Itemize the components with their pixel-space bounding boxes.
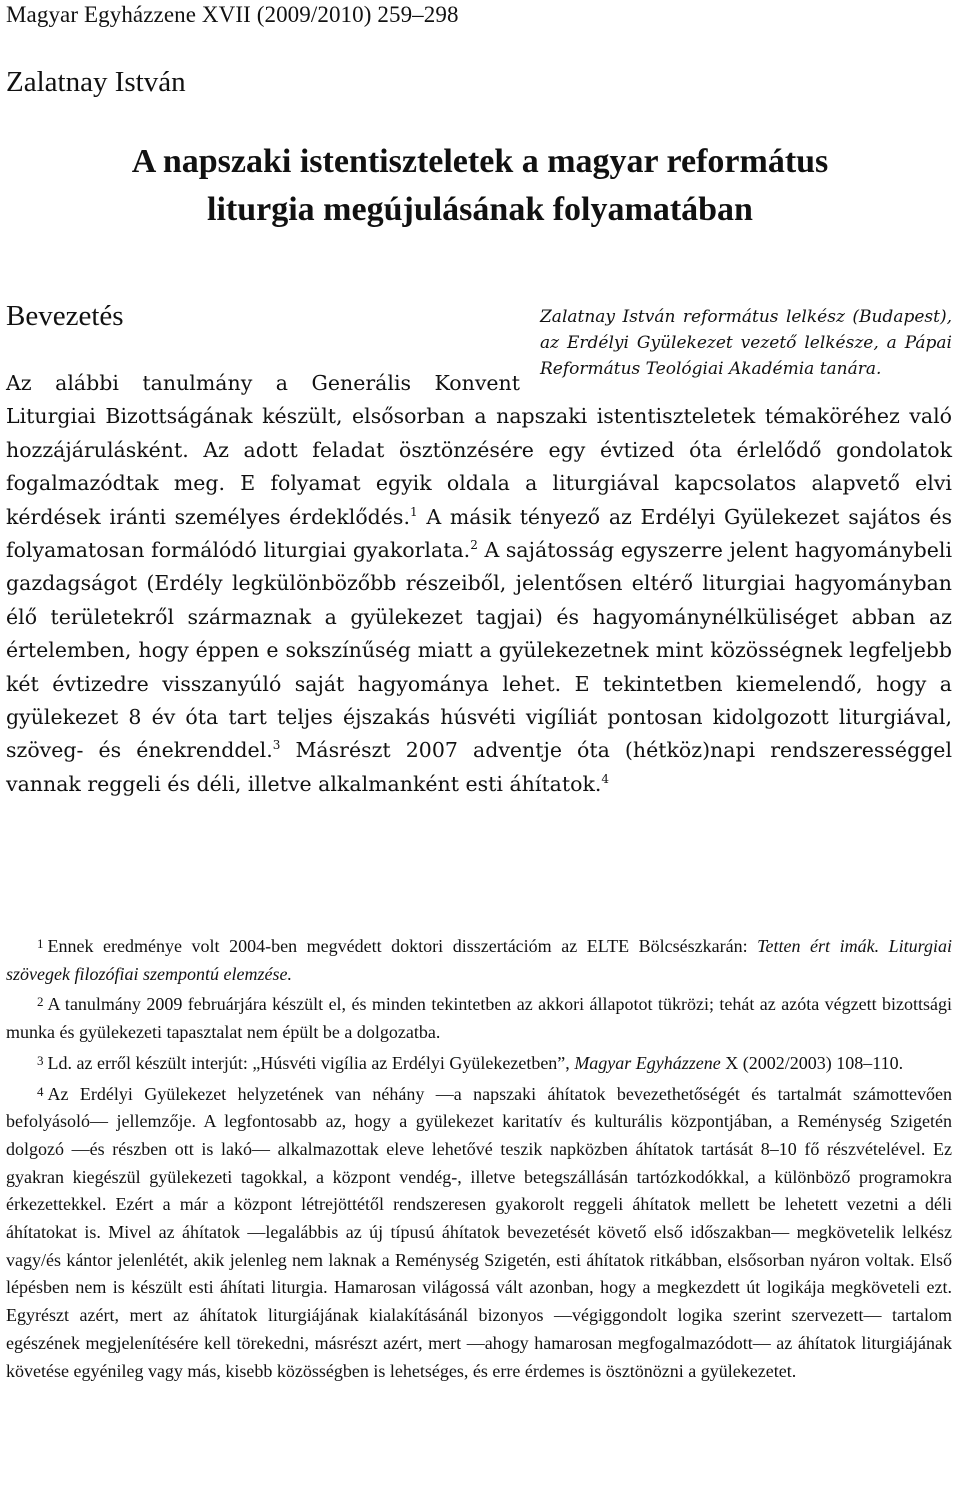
footnote-ref-2: 2 bbox=[470, 538, 478, 553]
footnote-text: Az Erdélyi Gyülekezet helyzetének van néhány —a napszaki áhítatok bevezethetőségét és tartalmát számottevően befolyásoló— jellemzője. A legfontosabb az, hogy a gyülekezet karitatív és kulturális központjában, a Reménység Szigetén dolgozó —és részben ott is lakó— alkalmazottak eleve lehetővé teszik napközben áhítatok tartását 8–10 fő részvételével. Ez gyakran kiegészül gyülekezeti tagokkal, a központ vendég-, illetve betegszállásán tartózkodókkal, a különböző programokra érkezettekkel. Ezért a már a központ létrejöttétől rendszeresen gyakorolt reggeli áhítatok mellett be lehetett vezetni a déli áhítatokat is. Mivel az áhítatok —legalábbis az új típusú áhítatok bevezetését követő első időszakban— megkövetelik lelkész vagy/és kántor jelenlétét, akik jelenleg nem laknak a Reménység Szigetén, esti áhítatok ritkábban, elsősorban nyáron voltak. Első lépésben nem is készült esti áhítati liturgia. Hamarosan világossá vált azonban, hogy a megkezdett út logikája megköveteli ezt. Egyrészt azért, mert az áhítatok liturgiájának kialakításánál bizonyos —végiggondolt logika szerint szervezett— tartalom egészének megjelenítésére kell törekedni, másrészt azért, mert —ahogy hamarosan megfogalmazódott— az áhítatok liturgiájának követése egyénileg vagy más, kisebb közösségben is lehetséges, és erre érdemes is ösztönözni a gyülekezetet. bbox=[6, 1083, 952, 1381]
body-paragraph bbox=[6, 400, 952, 801]
journal-header: Magyar Egyházzene XVII (2009/2010) 259–298 bbox=[6, 2, 459, 27]
footnote-number: 3 bbox=[37, 1052, 44, 1068]
footnote-number: 2 bbox=[37, 994, 44, 1010]
footnote-italic: Tetten ért imák. Liturgiai szövegek filozófiai szempontú elemzése. bbox=[6, 936, 952, 984]
footnote-text-after: X (2002/2003) 108–110. bbox=[720, 1052, 904, 1073]
body-text bbox=[6, 367, 952, 801]
body-text-segment: Másrészt 2007 adventje óta (hétköz)napi rendszerességgel vannak reggeli és déli, illetve alkalmanként esti áhítatok. bbox=[6, 738, 952, 796]
author-name: Zalatnay István bbox=[6, 66, 186, 98]
footnote-number: 1 bbox=[37, 936, 44, 951]
footnote-text: Ennek eredménye volt 2004-ben megvédett doktori disszertációm az ELTE Bölcsészkarán: bbox=[47, 936, 758, 956]
footnote-ref-3: 3 bbox=[272, 738, 281, 753]
section-heading: Bevezetés bbox=[6, 300, 124, 332]
title-line-1: A napszaki istentiszteletek a magyar református bbox=[131, 143, 829, 180]
body-text-segment: Liturgiai Bizottságának készült, elsősorban a napszaki istentiszteletek témaköréhez való hozzájárulásként. Az adott feladat ösztönzésére egy évtized óta érlelődő gondolatok fogalmazódtak meg. E folyamat egyik oldala a liturgiával kapcsolatos alapvető elvi kérdések iránti személyes érdeklődés. bbox=[6, 404, 952, 529]
footnote-4 bbox=[6, 1078, 952, 1386]
footnote-ref-4: 4 bbox=[601, 771, 610, 786]
footnotes bbox=[6, 930, 952, 1385]
title-line-2: liturgia megújulásának folyamatában bbox=[207, 191, 753, 228]
body-first-line: Az alábbi tanulmány a Generális Konvent bbox=[6, 371, 520, 395]
footnote-text: A tanulmány 2009 februárjára készült el, és minden tekintetben az akkori állapotot tükrözi; tehát az azóta végzett bizottsági munka és gyülekezeti tapasztalat nem épült be a dolgozatba. bbox=[6, 994, 952, 1043]
body-text-segment: A sajátosság egyszerre jelent hagyománybeli gazdagságot (Erdély legkülönbözőbb részeiből, jelentősen eltérő liturgiai hagyományban élő területekről származnak a gyülekezet tagjai) és hagyománynélküliséget abban az értelemben, hogy éppen e sokszínűség miatt a gyülekezetnek mint közösségnek legfeljebb két évtizedre visszanyúló saját hagyománya lehet. E tekintetben kiemelendő, hogy a gyülekezet 8 év óta tart teljes éjszakás húsvéti vigíliát pontosan kidolgozott liturgiával, szöveg- és énekrenddel. bbox=[6, 538, 952, 763]
footnote-ref-1: 1 bbox=[409, 504, 418, 519]
author-affiliation: Zalatnay István református lelkész (Budapest), az Erdélyi Gyülekezet vezető lelkésze, a Pápai Református Teológiai Akadémia tanára. bbox=[540, 307, 952, 379]
article-title bbox=[0, 138, 960, 234]
footnote-3 bbox=[6, 1047, 952, 1078]
footnote-2 bbox=[6, 988, 952, 1046]
footnote-number: 4 bbox=[37, 1083, 44, 1099]
footnote-italic: Magyar Egyházzene bbox=[574, 1052, 721, 1073]
footnote-1 bbox=[6, 930, 952, 988]
footnote-text: Ld. az erről készült interjút: „Húsvéti vigília az Erdélyi Gyülekezetben”, bbox=[47, 1052, 575, 1073]
body-text-segment: A másik tényező az Erdélyi Gyülekezet sajátos és folyamatosan formálódó liturgiai gyakorlata. bbox=[6, 504, 953, 563]
